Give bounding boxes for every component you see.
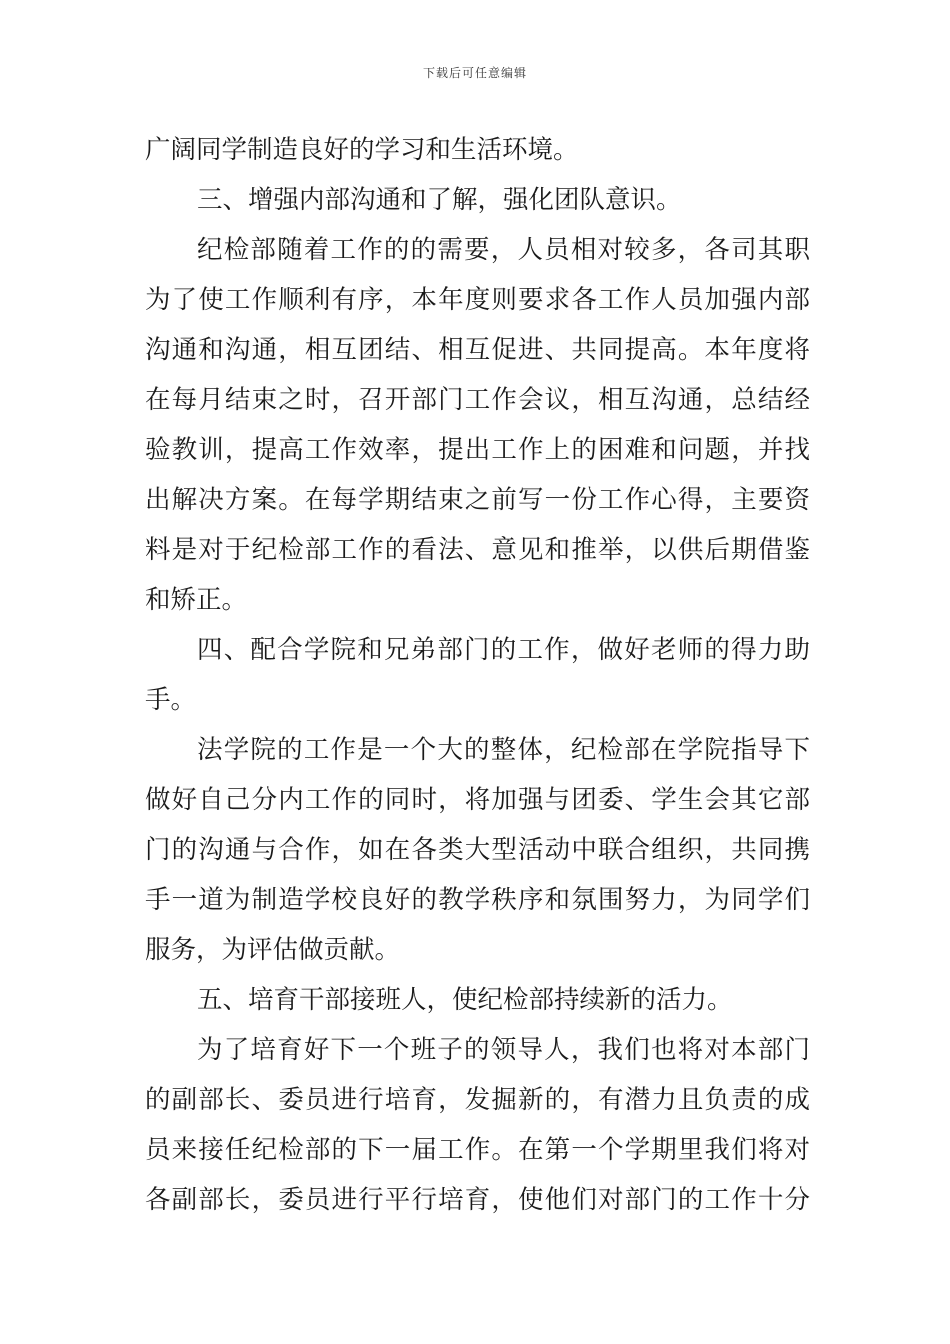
body-text (145, 125, 810, 1225)
text-line: 手一道为制造学校良好的教学秩序和氛围努力，为同学们 (145, 885, 810, 915)
text-line: 为了使工作顺利有序，本年度则要求各工作人员加强内部 (145, 285, 810, 315)
text-line: 为了培育好下一个班子的领导人，我们也将对本部门 (197, 1035, 810, 1065)
text-line: 和矫正。 (145, 585, 248, 615)
text-line: 法学院的工作是一个大的整体，纪检部在学院指导下 (197, 735, 810, 765)
text-line: 的副部长、委员进行培育，发掘新的，有潜力且负责的成 (145, 1085, 810, 1115)
page-header: 下载后可任意编辑 (422, 66, 527, 80)
text-line: 料是对于纪检部工作的看法、意见和推举，以供后期借鉴 (145, 535, 810, 565)
text-line: 四、配合学院和兄弟部门的工作，做好老师的得力助 (197, 635, 810, 665)
text-line: 做好自己分内工作的同时，将加强与团委、学生会其它部 (145, 785, 810, 815)
text-line: 手。 (145, 685, 197, 715)
text-line: 验教训，提高工作效率，提出工作上的困难和问题，并找 (145, 435, 810, 465)
text-line: 五、培育干部接班人，使纪检部持续新的活力。 (197, 985, 733, 1015)
text-line: 出解决方案。在每学期结束之前写一份工作心得，主要资 (145, 485, 810, 515)
text-line: 广阔同学制造良好的学习和生活环境。 (145, 135, 579, 165)
text-line: 员来接任纪检部的下一届工作。在第一个学期里我们将对 (145, 1135, 810, 1165)
text-line: 在每月结束之时，召开部门工作会议，相互沟通，总结经 (145, 385, 810, 415)
text-line: 沟通和沟通，相互团结、相互促进、共同提高。本年度将 (145, 335, 810, 365)
text-line: 服务，为评估做贡献。 (145, 935, 401, 965)
text-line: 门的沟通与合作，如在各类大型活动中联合组织，共同携 (145, 835, 810, 865)
text-line: 各副部长，委员进行平行培育，使他们对部门的工作十分 (145, 1185, 810, 1215)
text-line: 纪检部随着工作的的需要，人员相对较多，各司其职 (197, 235, 810, 265)
text-line: 三、增强内部沟通和了解，强化团队意识。 (197, 185, 682, 215)
